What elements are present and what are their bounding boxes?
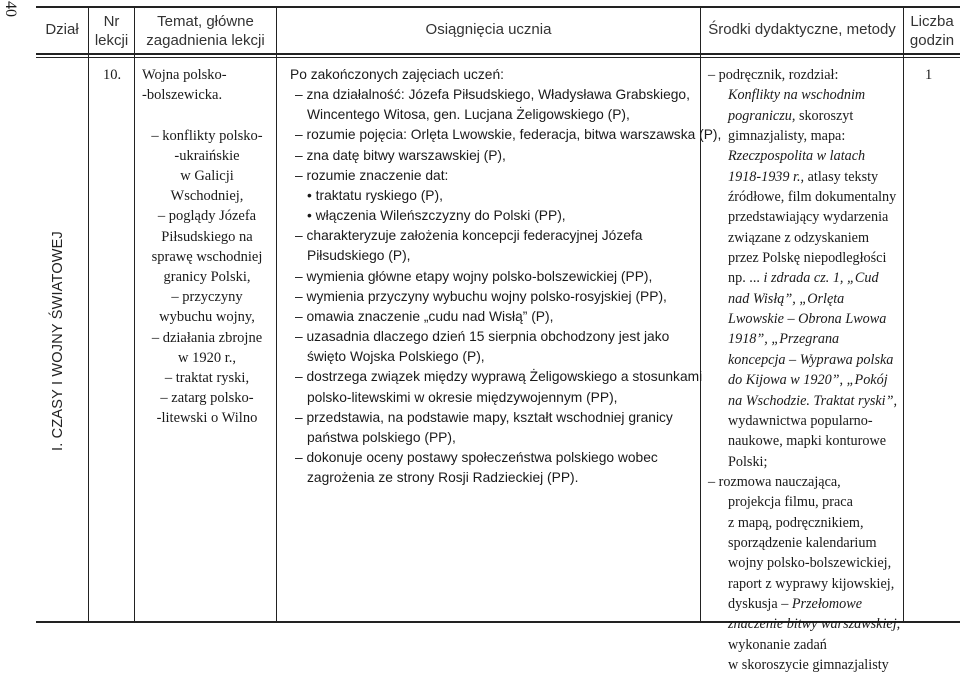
means-line	[708, 614, 900, 634]
means-text: sporządzenie kalendarium	[728, 534, 877, 551]
header-nr	[89, 12, 134, 50]
means-text: wydawnictwa popularno-	[728, 412, 873, 429]
header-double-border	[36, 57, 960, 58]
topic-line: -litewski o Wilno	[156, 410, 258, 427]
outcome-line: – zna działalność: Józefa Piłsudskiego, Władysława Grabskiego,	[295, 87, 690, 103]
means-text: projekcja filmu, praca	[728, 494, 853, 511]
means-line	[708, 329, 900, 349]
outcome-line: święto Wojska Polskiego (P),	[307, 349, 485, 365]
header-dzial-text: Dział	[45, 21, 79, 38]
means-line	[708, 391, 900, 411]
header-dzial	[36, 20, 88, 39]
outcome-line: – dostrzega związek między wyprawą Żeligowskiego a stosunkami	[295, 369, 703, 385]
means-line	[708, 655, 900, 675]
header-srodki	[701, 20, 903, 39]
means-line	[708, 431, 900, 451]
col-divider-2	[134, 6, 135, 622]
means-italic-text: do Kijowa w 1920”, „Pokój	[728, 372, 888, 389]
means-text: wojny polsko-bolszewickiej,	[728, 555, 892, 572]
outcome-line: Wincentego Witosa, gen. Lucjana Żeligowskiego (P),	[307, 107, 630, 123]
outcome-bullet: • traktatu ryskiego (P),	[307, 187, 443, 203]
topic-line: Piłsudskiego na	[161, 228, 253, 245]
section-label: I. CZASY I WOJNY ŚWIATOWEJ	[50, 230, 66, 452]
topic-line: sprawę wschodniej	[151, 248, 263, 265]
top-border	[36, 6, 960, 8]
col-divider-1	[88, 6, 89, 622]
means-italic-text: i zdrada cz. 1, „Cud	[763, 270, 879, 287]
means-line	[708, 228, 900, 248]
page-number: 40	[2, 1, 19, 17]
means-text: wykonanie zadań	[728, 636, 827, 653]
means-italic-text: na Wschodzie. Traktat ryski”,	[728, 392, 898, 409]
header-temat-line2: zagadnienia lekcji	[146, 32, 265, 49]
means-line	[708, 452, 900, 472]
means-line	[708, 106, 900, 126]
topic-line: Wojna polsko-	[142, 67, 227, 83]
topic-line: w 1920 r.,	[178, 349, 236, 366]
means-italic-text: pograniczu,	[728, 107, 796, 124]
outcome-line: – wymienia przyczyny wybuchu wojny polsko-rosyjskiej (PP),	[295, 288, 667, 304]
topic-line: Wschodniej,	[170, 188, 244, 205]
topic-line: w Galicji	[180, 168, 234, 185]
means-line	[708, 309, 900, 329]
means-text: przez Polskę niepodległości	[728, 250, 887, 267]
means-line	[708, 146, 900, 166]
means-italic-text: znaczenie bitwy warszawskiej,	[728, 616, 901, 633]
means-italic-text: 1918-1939 r.,	[728, 168, 805, 185]
header-osiagniecia	[277, 20, 700, 39]
means-text: związane z odzyskaniem	[728, 229, 870, 246]
means-line	[708, 248, 900, 268]
header-bottom-border	[36, 53, 960, 55]
means-italic-text: koncepcja – Wyprawa polska	[728, 351, 894, 368]
means-text: z mapą, podręcznikiem,	[728, 514, 864, 531]
outcome-line: – dokonuje oceny postawy społeczeństwa polskiego wobec	[295, 449, 658, 465]
lesson-topic	[142, 65, 267, 429]
means-text: atlasy teksty	[804, 168, 879, 185]
outcome-line: – wymienia główne etapy wojny polsko-bolszewickiej (PP),	[295, 268, 653, 284]
student-outcomes	[290, 65, 721, 488]
means-italic-text: Lwowskie – Obrona Lwowa	[728, 311, 887, 328]
means-line	[708, 289, 900, 309]
means-text: skoroszyt	[795, 107, 854, 124]
means-italic-text: 1918”, „Przegrana	[728, 331, 840, 348]
means-line	[708, 533, 900, 553]
means-line	[708, 513, 900, 533]
means-line	[708, 635, 900, 655]
means-text: gimnazjalisty, mapa:	[728, 128, 846, 145]
outcome-line: państwa polskiego (PP),	[307, 429, 456, 445]
topic-line	[142, 105, 267, 125]
means-text: Polski;	[728, 453, 768, 470]
means-line	[708, 370, 900, 390]
means-text: – podręcznik, rozdział:	[708, 67, 839, 83]
means-italic-text: nad Wisłą”, „Orlęta	[728, 290, 845, 307]
outcome-line: Piłsudskiego (P),	[307, 248, 411, 264]
means-text: dyskusja –	[728, 595, 792, 612]
means-text: naukowe, mapki konturowe	[728, 433, 886, 450]
topic-line: – działania zbrojne	[151, 329, 263, 346]
outcome-line: – zna datę bitwy warszawskiej (P),	[295, 147, 506, 163]
outcome-line: – charakteryzuje założenia koncepcji federacyjnej Józefa	[295, 228, 643, 244]
col-divider-5	[903, 6, 904, 622]
header-nr-line2: lekcji	[94, 32, 129, 49]
outcome-line: – rozumie znaczenie dat:	[295, 167, 449, 183]
header-osiagniecia-text: Osiągnięcia ucznia	[425, 21, 552, 38]
topic-line: – zatarg polsko-	[160, 390, 254, 407]
means-text: np. ...	[728, 270, 764, 287]
means-line	[708, 411, 900, 431]
outcome-line: zagrożenia ze strony Rosji Radzieckiej (PP).	[307, 470, 579, 486]
means-text: źródłowe, film dokumentalny	[728, 189, 897, 206]
topic-line: – poglądy Józefa	[157, 208, 257, 225]
means-italic-text: Konflikty na wschodnim	[728, 87, 866, 104]
outcome-line: Po zakończonych zajęciach uczeń:	[290, 67, 504, 82]
header-temat	[135, 12, 276, 50]
header-liczba	[904, 12, 960, 50]
means-text: przedstawiający wydarzenia	[728, 209, 889, 226]
outcome-line: – omawia znaczenie „cudu nad Wisłą” (P),	[295, 308, 554, 324]
outcome-line: – przedstawia, na podstawie mapy, kształt wschodniej granicy	[295, 409, 673, 425]
topic-line: wybuchu wojny,	[159, 309, 255, 326]
col-divider-3	[276, 6, 277, 622]
topic-line: – przyczyny	[171, 289, 243, 306]
means-line	[708, 472, 900, 492]
topic-line: -ukraińskie	[174, 147, 240, 164]
topic-line: -bolszewicka.	[142, 87, 223, 104]
means-line	[708, 207, 900, 227]
outcome-line: – rozumie pojęcia: Orlęta Lwowskie, federacja, bitwa warszawska (P),	[295, 127, 722, 143]
means-line	[708, 492, 900, 512]
means-italic-text: Przełomowe	[791, 595, 862, 612]
means-line	[708, 594, 900, 614]
means-text: raport z wyprawy kijowskiej,	[728, 575, 895, 592]
means-line	[708, 187, 900, 207]
means-line	[708, 65, 900, 85]
header-liczba-line1: Liczba	[910, 13, 954, 30]
outcome-bullet: • włączenia Wileńszczyzny do Polski (PP),	[307, 208, 566, 224]
outcome-line: polsko-litewskimi w okresie międzywojennym (PP),	[307, 389, 618, 405]
header-nr-line1: Nr	[103, 13, 120, 30]
means-line	[708, 85, 900, 105]
means-line	[708, 167, 900, 187]
means-text: – rozmowa nauczająca,	[708, 473, 841, 490]
teaching-means	[708, 65, 900, 675]
lesson-number: 10.	[103, 67, 122, 83]
means-line	[708, 268, 900, 288]
hours-count: 1	[925, 67, 933, 83]
outcome-line: – uzasadnia dlaczego dzień 15 sierpnia obchodzony jest jako	[295, 329, 670, 345]
means-text: w skoroszycie gimnazjalisty	[728, 656, 889, 673]
topic-line: granicy Polski,	[163, 269, 251, 286]
header-srodki-text: Środki dydaktyczne, metody	[708, 21, 896, 38]
means-line	[708, 126, 900, 146]
means-line	[708, 350, 900, 370]
topic-line: – traktat ryski,	[164, 370, 250, 387]
header-temat-line1: Temat, główne	[157, 13, 254, 30]
means-line	[708, 574, 900, 594]
means-line	[708, 553, 900, 573]
means-italic-text: Rzeczpospolita w latach	[728, 148, 866, 165]
header-liczba-line2: godzin	[909, 32, 955, 49]
topic-line: – konflikty polsko-	[151, 127, 263, 144]
